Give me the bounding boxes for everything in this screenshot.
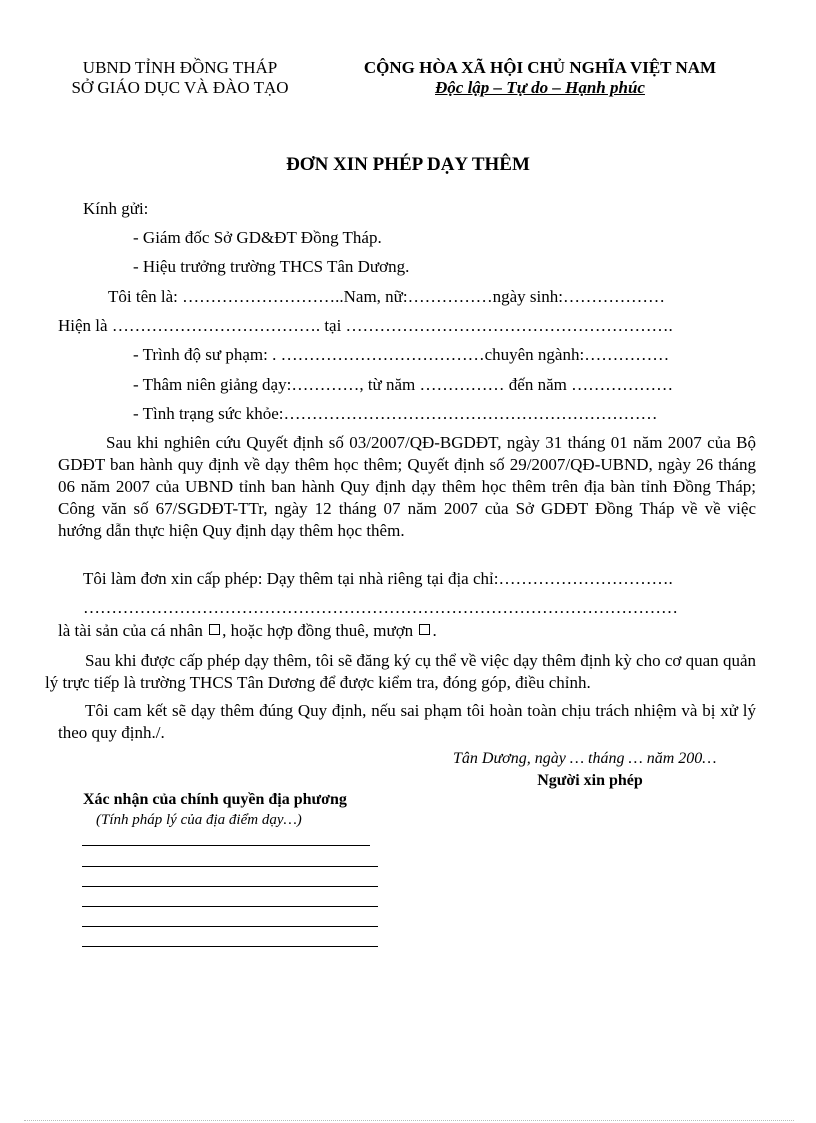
personal-property-checkbox[interactable] (209, 624, 220, 635)
property-line (58, 621, 437, 641)
qualification-field-line: - Trình độ sư phạm: . ………………………………chuyên ngành:…………… (133, 345, 670, 364)
health-field-line: - Tình trạng sức khỏe:………………………………………………………… (133, 404, 658, 423)
property-middle: , hoặc hợp đồng thuê, mượn (222, 621, 414, 640)
commitment-paragraph: Tôi cam kết sẽ dạy thêm đúng Quy định, nếu sai phạm tôi hoàn toàn chịu trách nhiệm và bị xử lý theo quy định./. (58, 701, 756, 742)
confirmation-line-4 (82, 906, 378, 907)
confirmation-subtitle: (Tính pháp lý của địa điểm dạy…) (96, 812, 302, 828)
page-bottom-divider (24, 1120, 794, 1121)
confirmation-line-3 (82, 886, 378, 887)
header-motto: Độc lập – Tự do – Hạnh phúc (435, 78, 645, 97)
header-left-line1: UBND TỈNH ĐỒNG THÁP (82, 58, 278, 77)
greeting: Kính gửi: (83, 199, 149, 218)
confirmation-line-5 (82, 926, 378, 927)
address-line-2: …………………………………………………………………………………………… (83, 598, 678, 617)
confirmation-line-6 (82, 946, 378, 947)
property-suffix: . (432, 621, 437, 640)
rented-property-checkbox[interactable] (419, 624, 430, 635)
recipient-1: - Giám đốc Sở GD&ĐT Đồng Tháp. (133, 228, 382, 247)
header-left-line2: SỞ GIÁO DỤC VÀ ĐÀO TẠO (71, 78, 289, 97)
place-date: Tân Dương, ngày … tháng … năm 200… (453, 750, 717, 767)
address-line-1: Tôi làm đơn xin cấp phép: Dạy thêm tại nhà riêng tại địa chỉ:…………………………. (83, 569, 673, 588)
confirmation-title: Xác nhận của chính quyền địa phương (83, 791, 347, 808)
confirmation-line-2 (82, 866, 378, 867)
seniority-field-line: - Thâm niên giảng dạy:…………, từ năm …………… đến năm ……………… (133, 375, 674, 394)
position-field-line: Hiện là ………………………………. tại …………………………………………………. (58, 316, 673, 335)
confirmation-line-1 (82, 845, 370, 846)
name-field-line: Tôi tên là: ………………………..Nam, nữ:……………ngày sinh:……………… (108, 287, 665, 306)
legal-basis-paragraph: Sau khi nghiên cứu Quyết định số 03/2007/QĐ-BGDĐT, ngày 31 tháng 01 năm 2007 của Bộ GDĐT ban hành quy định về dạy thêm học thêm; Quyết định số 29/2007/QĐ-UBND, ngày 26 tháng 06 năm 2007 của UBND tỉnh ban hành Quy định dạy thêm học thêm trên địa bàn tỉnh Đồng Tháp; Công văn số 67/SGDĐT-TTr, ngày 12 tháng 07 năm 2007 của Sở GDĐT Đồng Tháp về về việc hướng dẫn thực hiện Quy định dạy thêm học thêm. (58, 433, 756, 540)
signer-label: Người xin phép (537, 772, 643, 789)
property-prefix: là tài sản của cá nhân (58, 621, 203, 640)
page-title: ĐƠN XIN PHÉP DẠY THÊM (286, 154, 530, 175)
registration-paragraph: Sau khi được cấp phép dạy thêm, tôi sẽ đăng ký cụ thể về việc dạy thêm định kỳ cho cơ quan quản lý trực tiếp là trường THCS Tân Dương để được kiểm tra, đóng góp, điều chỉnh. (45, 651, 756, 692)
recipient-2: - Hiệu trưởng trường THCS Tân Dương. (133, 257, 410, 276)
header-right-line1: CỘNG HÒA XÃ HỘI CHỦ NGHĨA VIỆT NAM (363, 58, 717, 77)
